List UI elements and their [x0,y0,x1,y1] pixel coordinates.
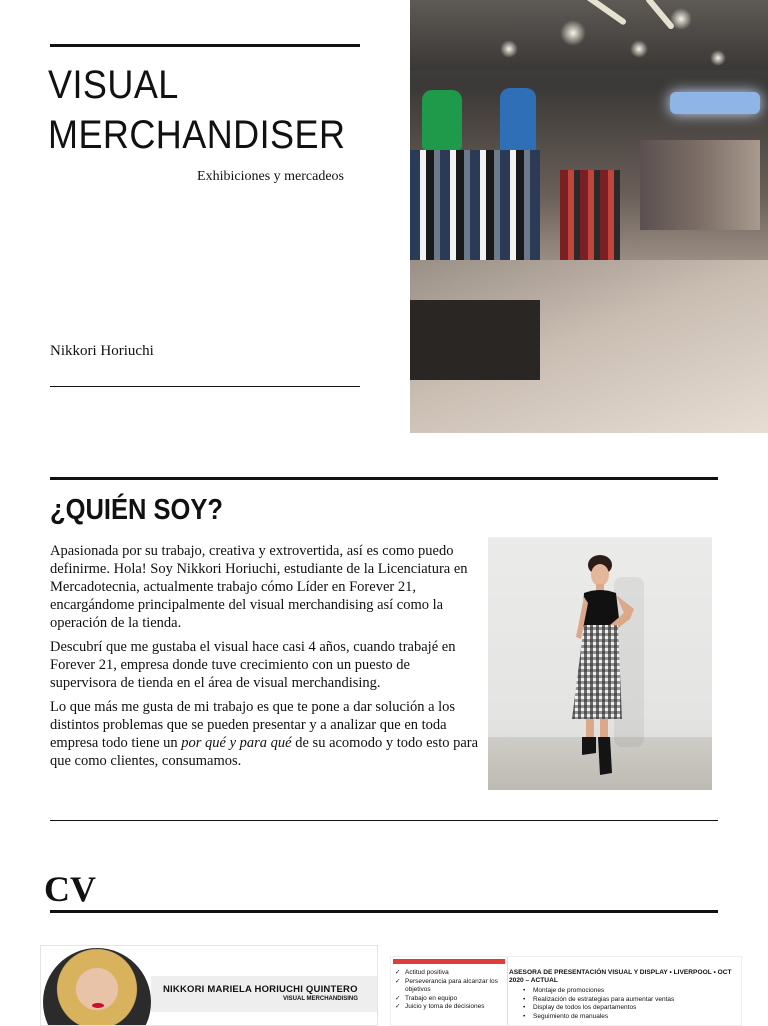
bullet-icon: • [523,987,526,994]
page-subtitle: Exhibiciones y mercadeos [197,169,344,184]
cv-name: NIKKORI MARIELA HORIUCHI QUINTERO [163,984,358,995]
check-icon: ✓ [395,1003,401,1010]
about-paragraph-1: Apasionada por su trabajo, creativa y extrovertida, así es como puedo definirme. Hola! Soy Nikkori Horiuchi, estudiante de la Licenciatura en Mercadotecnia, actualmente trabajo cómo Líder en Forever 21, encargándome principalmente del visual merchandising así como la operación de la tienda. [50,543,468,631]
about-paragraph-3: Lo que más me gusta de mi trabajo es que te pone a dar solución a los distintos problemas que se pueden presentar y a analizar que en toda empresa todo tiene un por qué y para qué de su acomodo y todo esto para que como clientes, consumamos. [50,699,479,769]
accent-bar [393,959,505,964]
portrait-photo [488,537,712,790]
list-item: • Seguimiento de manuales [523,1012,609,1020]
check-icon: ✓ [395,969,401,976]
about-text [50,542,480,770]
list-item: • Display de todos los departamentos [523,1004,637,1011]
cv-rule [50,910,718,913]
skills-list [395,969,507,1012]
cv-page-1-thumbnail [40,945,378,1026]
bullet-icon: • [523,995,526,1003]
top-rule [50,44,360,47]
page-title: VISUAL MERCHANDISER [48,63,346,157]
list-item: ✓ Trabajo en equipo [395,994,458,1002]
about-paragraph-2: Descubrí que me gustaba el visual hace casi 4 años, cuando trabajé en Forever 21, empresa donde tuve crecimiento con un puesto de supervisora de tienda en el área de visual merchandising. [50,639,456,691]
list-item: ✓ Juicio y toma de decisiones [395,1003,485,1010]
avatar [43,948,151,1026]
store-interior-photo [410,0,768,433]
list-item: • Montaje de promociones [523,987,605,994]
list-item: ✓ Perseverancia para alcanzar los objetivos [395,977,498,993]
about-top-rule [50,477,718,480]
check-icon: ✓ [395,977,401,985]
cv-page-2-thumbnail [390,956,742,1026]
check-icon: ✓ [395,994,401,1002]
bullet-icon: • [523,1012,526,1020]
job-title: ASESORA DE PRESENTACIÓN VISUAL Y DISPLAY • LIVERPOOL • OCT 2020 – ACTUAL [509,969,732,984]
header-bottom-rule [50,386,360,387]
list-item: • Realización de estrategias para aumentar ventas [523,995,675,1003]
emphasis-text: por qué y para qué [181,735,292,751]
author-name: Nikkori Horiuchi [50,343,154,359]
about-bottom-rule [50,820,718,821]
cv-role: VISUAL MERCHANDISING [283,996,358,1002]
about-heading: ¿QUIÉN SOY? [50,494,223,526]
cv-heading: CV [44,869,96,909]
bullet-icon: • [523,1004,526,1011]
list-item: ✓ Actitud positiva [395,969,449,976]
duties-list [521,987,741,1021]
